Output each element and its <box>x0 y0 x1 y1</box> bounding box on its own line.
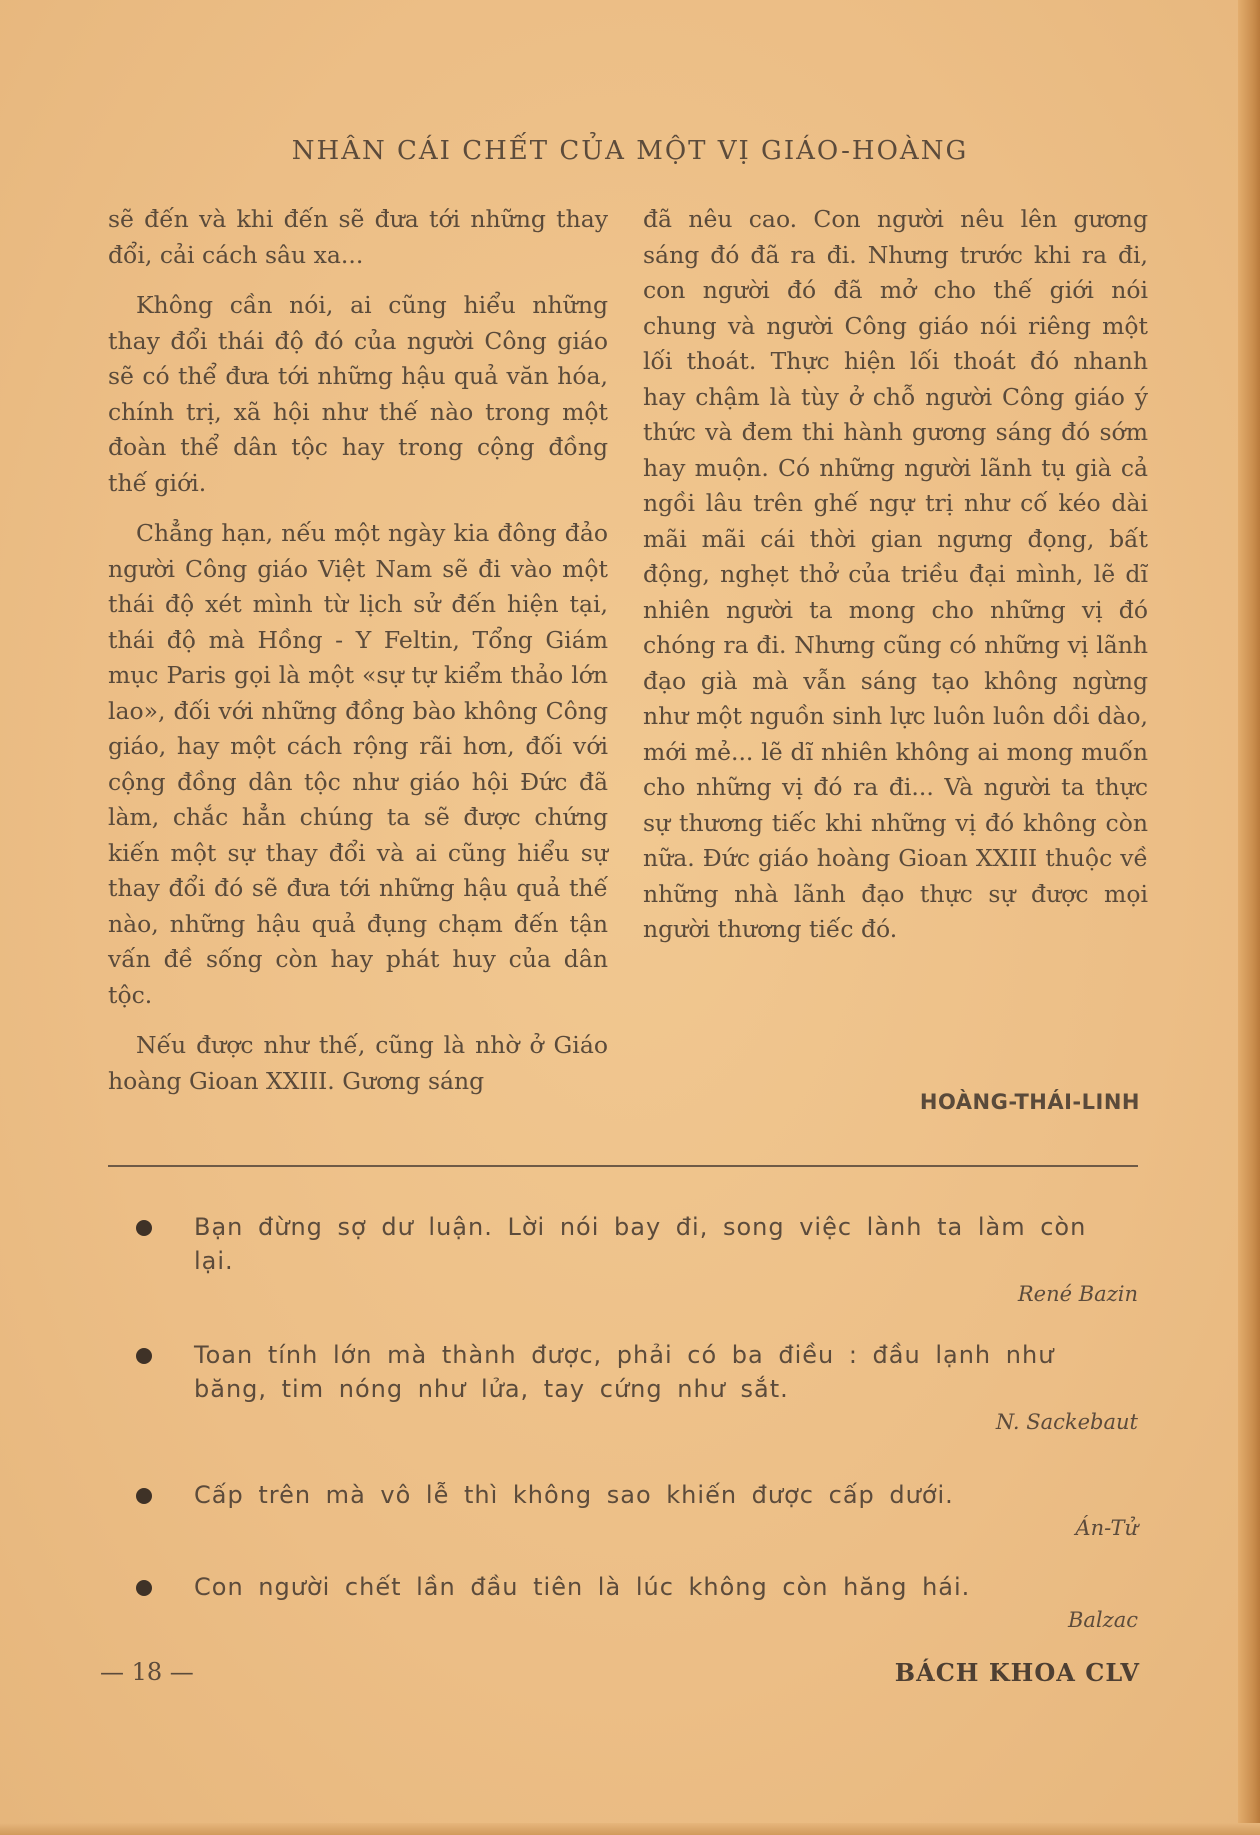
quote-text: Con người chết lần đầu tiên là lúc không còn hăng hái. <box>194 1573 971 1601</box>
running-head: NHÂN CÁI CHẾT CỦA MỘT VỊ GIÁO-HOÀNG <box>291 136 969 166</box>
right-column <box>643 202 1148 963</box>
quote-author: René Bazin <box>1017 1282 1138 1306</box>
page-edge <box>1238 0 1260 1835</box>
quotes-section <box>108 1210 1138 1650</box>
bullet-icon <box>136 1348 152 1364</box>
quote-author: N. Sackebaut <box>995 1410 1138 1434</box>
paragraph: Không cần nói, ai cũng hiểu những thay đổi thái độ đó của người Công giáo sẽ có thể đưa tới những hậu quả văn hóa, chính trị, xã hội như thế nào trong một đoàn thể dân tộc hay trong cộng đồng thế giới. <box>108 291 608 497</box>
quote <box>108 1478 1138 1570</box>
paragraph: Nếu được như thế, cũng là nhờ ở Giáo hoàng Gioan XXIII. Gương sáng <box>108 1031 608 1095</box>
quote <box>108 1338 1138 1478</box>
paragraph: sẽ đến và khi đến sẽ đưa tới những thay đổi, cải cách sâu xa... <box>108 205 608 269</box>
quote-author: Balzac <box>1067 1608 1138 1632</box>
quote <box>108 1570 1138 1650</box>
quote-text: Toan tính lớn mà thành được, phải có ba điều : đầu lạnh như băng, tim nóng như lửa, tay cứng như sắt. <box>194 1341 1055 1403</box>
bullet-icon <box>136 1488 152 1504</box>
bullet-icon <box>136 1580 152 1596</box>
page-number: — 18 — <box>100 1658 194 1686</box>
divider <box>108 1165 1138 1167</box>
left-column <box>108 202 608 1114</box>
paragraph: đã nêu cao. Con người nêu lên gương sáng đó đã ra đi. Nhưng trước khi ra đi, con người đó đã mở cho thế giới nói chung và người Công giáo nói riêng một lối thoát. Thực hiện lối thoát đó nhanh hay chậm là tùy ở chỗ người Công giáo ý thức và đem thi hành gương sáng đó sớm hay muộn. Có những người lãnh tụ già cả ngồi lâu trên ghế ngự trị như cố kéo dài mãi mãi cái thời gian ngưng đọng, bất động, nghẹt thở của triều đại mình, lẽ dĩ nhiên người ta mong cho những vị đó chóng ra đi. Nhưng cũng có những vị lãnh đạo già mà vẫn sáng tạo không ngừng như một nguồn sinh lực luôn luôn dồi dào, mới mẻ... lẽ dĩ nhiên không ai mong muốn cho những vị đó ra đi... Và người ta thực sự thương tiếc khi những vị đó không còn nữa. Đức giáo hoàng Gioan XXIII thuộc về những nhà lãnh đạo thực sự được mọi người thương tiếc đó. <box>643 205 1148 943</box>
paragraph: Chẳng hạn, nếu một ngày kia đông đảo người Công giáo Việt Nam sẽ đi vào một thái độ xét mình từ lịch sử đến hiện tại, thái độ mà Hồng - Y Feltin, Tổng Giám mục Paris gọi là một «sự tự kiểm thảo lớn lao», đối với những đồng bào không Công giáo, hay một cách rộng rãi hơn, đối với cộng đồng dân tộc như giáo hội Đức đã làm, chắc hẳn chúng ta sẽ được chứng kiến một sự thay đổi và ai cũng hiểu sự thay đổi đó sẽ đưa tới những hậu quả thế nào, những hậu quả đụng chạm đến tận vấn đề sống còn hay phát huy của dân tộc. <box>108 519 608 1009</box>
quote-author: Án-Tử <box>1075 1516 1138 1540</box>
page-edge-bottom <box>0 1823 1260 1835</box>
bullet-icon <box>136 1220 152 1236</box>
journal-footer: BÁCH KHOA CLV <box>894 1658 1140 1687</box>
author-signature: HOÀNG-THÁI-LINH <box>919 1090 1140 1114</box>
quote-text: Cấp trên mà vô lễ thì không sao khiến được cấp dưới. <box>194 1481 954 1509</box>
quote <box>108 1210 1138 1318</box>
quote-text: Bạn đừng sợ dư luận. Lời nói bay đi, song việc lành ta làm còn lại. <box>194 1213 1087 1275</box>
